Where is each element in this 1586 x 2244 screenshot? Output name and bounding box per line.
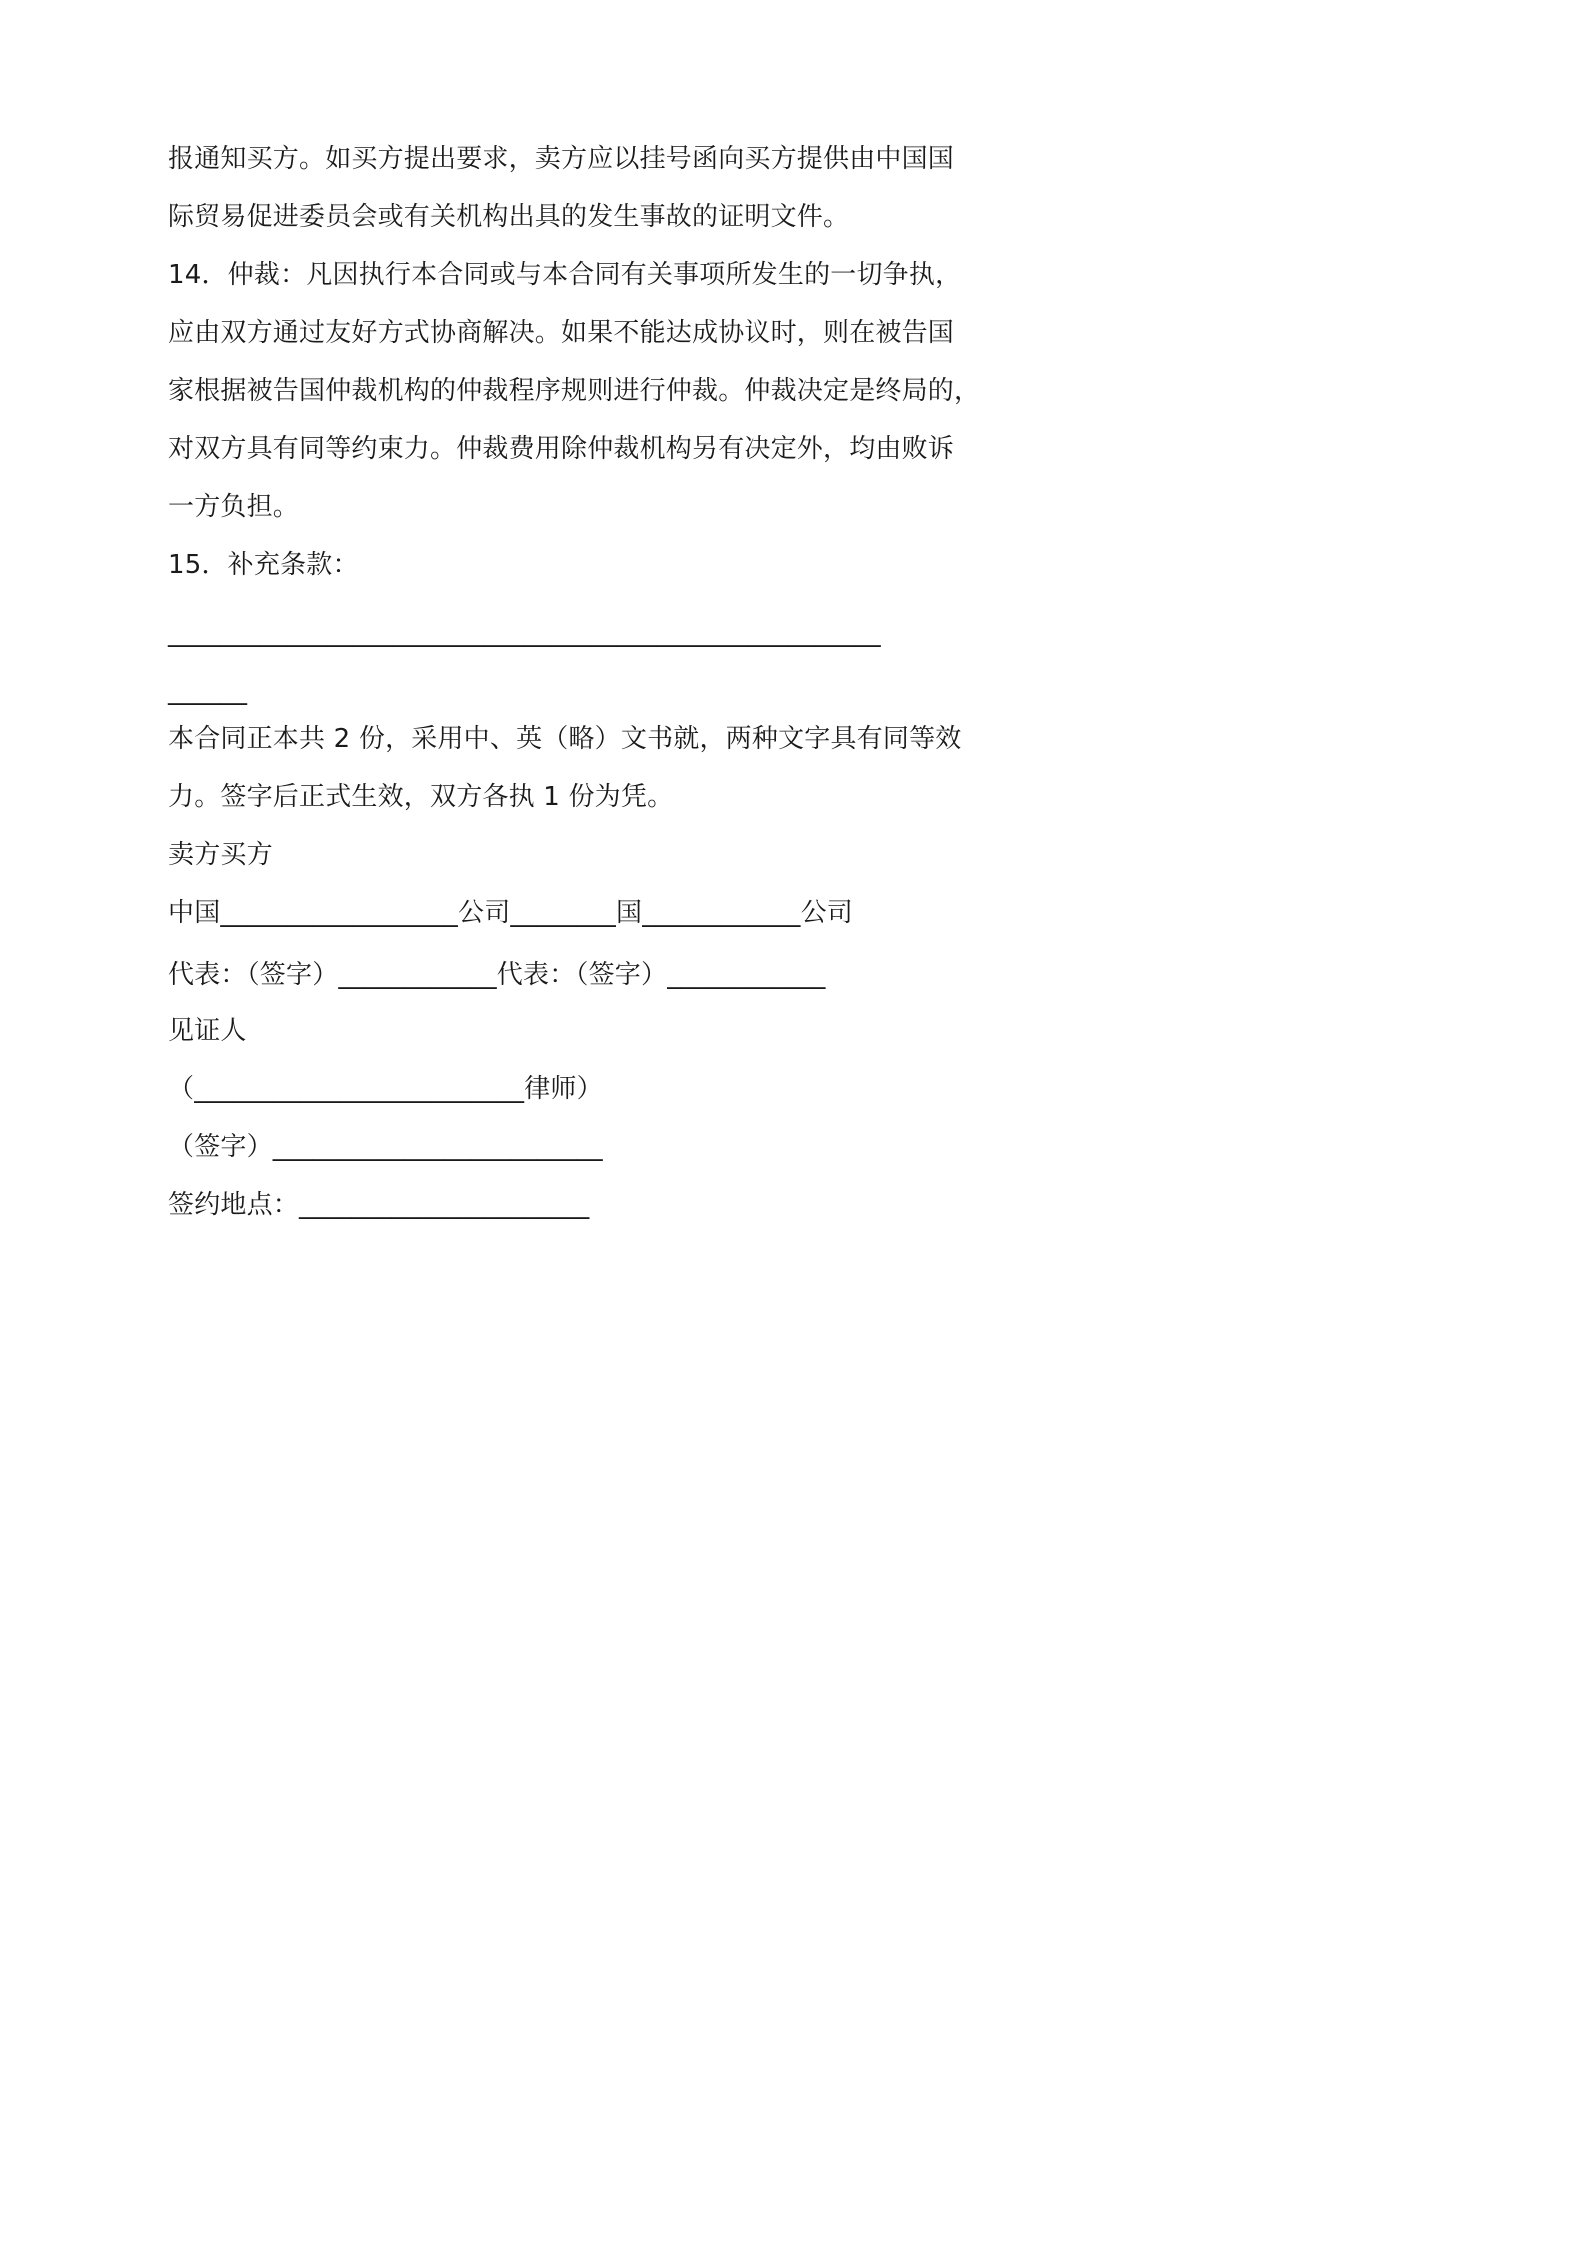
text-line: 力。签字后正式生效，双方各执 1 份为凭。 bbox=[168, 782, 674, 812]
representative-signature-line: 代表：（签字）____________代表：（签字）____________ bbox=[168, 960, 826, 990]
document-page bbox=[0, 0, 1100, 1556]
text-line: 应由双方通过友好方式协商解决。如果不能达成协议时，则在被告国 bbox=[168, 318, 955, 348]
text-line: 对双方具有同等约束力。仲裁费用除仲裁机构另有决定外，均由败诉 bbox=[168, 434, 955, 464]
signing-place-line: 签约地点：______________________ bbox=[168, 1190, 590, 1220]
text-line: 家根据被告国仲裁机构的仲裁程序规则进行仲裁。仲裁决定是终局的， bbox=[168, 376, 981, 406]
parties-label: 卖方买方 bbox=[168, 840, 273, 870]
witness-signature-line: （签字）_________________________ bbox=[168, 1132, 603, 1162]
blank-fill-line: ______ bbox=[168, 676, 248, 706]
witness-label: 见证人 bbox=[168, 1016, 247, 1046]
clause-15-heading-line: 15．补充条款： bbox=[168, 550, 359, 580]
company-names-line: 中国__________________公司________国____________公司 bbox=[168, 898, 854, 928]
text-line: 一方负担。 bbox=[168, 492, 300, 522]
text-line: 报通知买方。如买方提出要求，卖方应以挂号函向买方提供由中国国 bbox=[168, 144, 955, 174]
lawyer-line: （_________________________律师） bbox=[168, 1074, 603, 1104]
clause-14-heading-line: 14．仲裁：凡因执行本合同或与本合同有关事项所发生的一切争执， bbox=[168, 260, 962, 290]
text-line: 本合同正本共 2 份，采用中、英（略）文书就，两种文字具有同等效 bbox=[168, 724, 962, 754]
blank-fill-line: ______________________________________________________ bbox=[168, 618, 881, 648]
text-line: 际贸易促进委员会或有关机构出具的发生事故的证明文件。 bbox=[168, 202, 850, 232]
